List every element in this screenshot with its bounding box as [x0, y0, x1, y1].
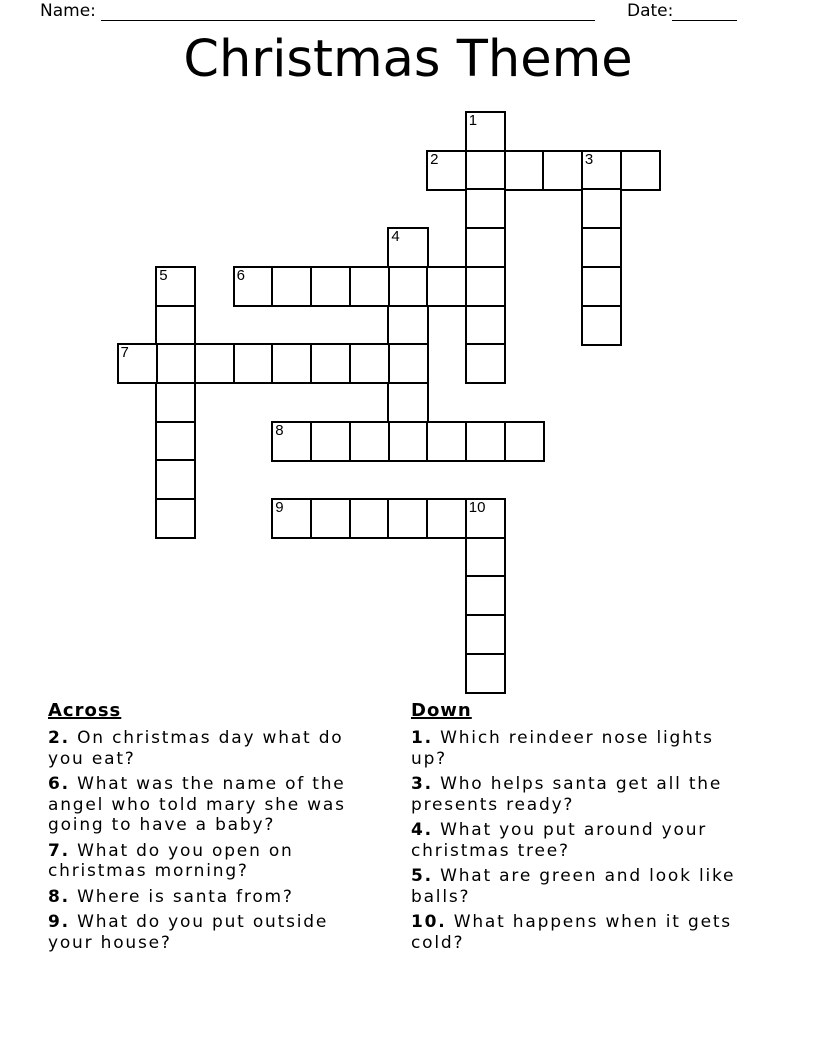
clue-text: What do you open on christmas morning?: [48, 840, 294, 881]
clue-text: Where is santa from?: [77, 886, 294, 907]
cell-number: 10: [468, 499, 486, 516]
clue-text: What do you put outside your house?: [48, 912, 329, 953]
clue-item: [411, 728, 743, 769]
clue-number: 8.: [48, 886, 70, 907]
grid-cell[interactable]: [581, 150, 622, 191]
grid-cell[interactable]: [542, 150, 583, 191]
grid-cell[interactable]: [465, 343, 506, 384]
cell-number: 6: [236, 266, 245, 284]
grid-cell[interactable]: [387, 266, 428, 307]
grid-cell[interactable]: [465, 227, 506, 268]
grid-cell[interactable]: [233, 343, 274, 384]
clue-item: [48, 912, 356, 953]
clue-number: 9.: [48, 912, 70, 932]
grid-cell[interactable]: [387, 421, 428, 462]
grid-cell[interactable]: [155, 305, 196, 346]
clue-text: What happens when it gets cold?: [411, 912, 732, 953]
clue-text: What was the name of the angel who told mary she was going to have a baby?: [48, 774, 346, 835]
clue-number: 5.: [411, 866, 433, 886]
clue-number: 6.: [48, 774, 70, 794]
grid-cell[interactable]: [426, 498, 467, 539]
grid-cell[interactable]: [155, 459, 196, 500]
grid-cell[interactable]: [387, 305, 428, 346]
grid-cell[interactable]: [155, 382, 196, 423]
grid-cell[interactable]: [349, 498, 390, 539]
grid-cell[interactable]: [465, 421, 506, 462]
clue-text: What you put around your christmas tree?: [411, 820, 708, 861]
grid-cell[interactable]: [504, 421, 545, 462]
grid-cell[interactable]: [465, 111, 506, 152]
grid-cell[interactable]: [581, 188, 622, 229]
grid-cell[interactable]: [426, 421, 467, 462]
grid-cell[interactable]: [387, 382, 428, 423]
clue-item: [48, 841, 356, 882]
grid-cell[interactable]: [233, 266, 274, 307]
page-title: Christmas Theme: [183, 30, 633, 89]
grid-cell[interactable]: [271, 343, 312, 384]
grid-cell[interactable]: [349, 343, 390, 384]
clue-number: 7.: [48, 840, 70, 861]
clue-text: Which reindeer nose lights up?: [411, 728, 714, 769]
grid-cell[interactable]: [465, 150, 506, 191]
cell-number: 2: [430, 150, 439, 168]
grid-cell[interactable]: [465, 188, 506, 229]
grid-cell[interactable]: [271, 498, 312, 539]
across-clue-list: [48, 728, 356, 953]
grid-cell[interactable]: [465, 575, 506, 616]
clue-item: [48, 774, 356, 836]
cell-number: 5: [159, 266, 168, 284]
date-label: Date:: [627, 1, 674, 21]
clue-text: On christmas day what do you eat?: [48, 728, 344, 769]
clue-item: [411, 774, 743, 815]
grid-cell[interactable]: [426, 266, 467, 307]
clue-number: 4.: [411, 820, 433, 840]
grid-cell[interactable]: [310, 421, 351, 462]
grid-cell[interactable]: [465, 266, 506, 307]
grid-cell[interactable]: [620, 150, 661, 191]
grid-cell[interactable]: [271, 421, 312, 462]
grid-cell[interactable]: [310, 266, 351, 307]
grid-cell[interactable]: [581, 305, 622, 346]
grid-cell[interactable]: [349, 266, 390, 307]
grid-cell[interactable]: [349, 421, 390, 462]
grid-cell[interactable]: [465, 614, 506, 655]
clue-number: 10.: [411, 912, 447, 932]
name-label: Name:: [40, 1, 96, 21]
grid-cell[interactable]: [387, 227, 428, 268]
grid-cell[interactable]: [117, 343, 158, 384]
grid-cell[interactable]: [465, 305, 506, 346]
grid-cell[interactable]: [310, 498, 351, 539]
down-clues-section: [411, 700, 743, 958]
cell-number: 7: [120, 344, 129, 362]
grid-cell[interactable]: [465, 537, 506, 578]
clue-number: 3.: [411, 774, 433, 794]
cell-number: 8: [275, 421, 284, 439]
grid-cell[interactable]: [581, 266, 622, 307]
clue-text: Who helps santa get all the presents ready?: [411, 774, 723, 815]
clue-item: [411, 820, 743, 861]
grid-cell[interactable]: [155, 343, 196, 384]
clue-item: [411, 912, 743, 953]
grid-cell[interactable]: [504, 150, 545, 191]
grid-cell[interactable]: [465, 653, 506, 694]
grid-cell[interactable]: [155, 266, 196, 307]
across-clues-section: [48, 700, 356, 958]
grid-cell[interactable]: [194, 343, 235, 384]
grid-cell[interactable]: [387, 498, 428, 539]
cell-number: 9: [275, 499, 284, 516]
grid-cell[interactable]: [581, 227, 622, 268]
grid-cell[interactable]: [271, 266, 312, 307]
clue-number: 1.: [411, 728, 433, 748]
across-heading: Across: [48, 700, 122, 721]
grid-cell[interactable]: [155, 498, 196, 539]
down-clue-list: [411, 728, 743, 953]
grid-cell[interactable]: [310, 343, 351, 384]
grid-cell[interactable]: [426, 150, 467, 191]
cell-number: 3: [584, 150, 594, 168]
grid-cell[interactable]: [387, 343, 428, 384]
cell-number: 1: [468, 112, 478, 129]
grid-cell[interactable]: [465, 498, 506, 539]
clue-item: [411, 866, 743, 907]
clue-text: What are green and look like balls?: [411, 866, 736, 907]
clue-item: [48, 887, 356, 908]
clue-item: [48, 728, 356, 769]
cell-number: 4: [391, 228, 400, 246]
down-heading: Down: [411, 700, 472, 721]
grid-cell[interactable]: [155, 421, 196, 462]
clue-number: 2.: [48, 728, 70, 748]
